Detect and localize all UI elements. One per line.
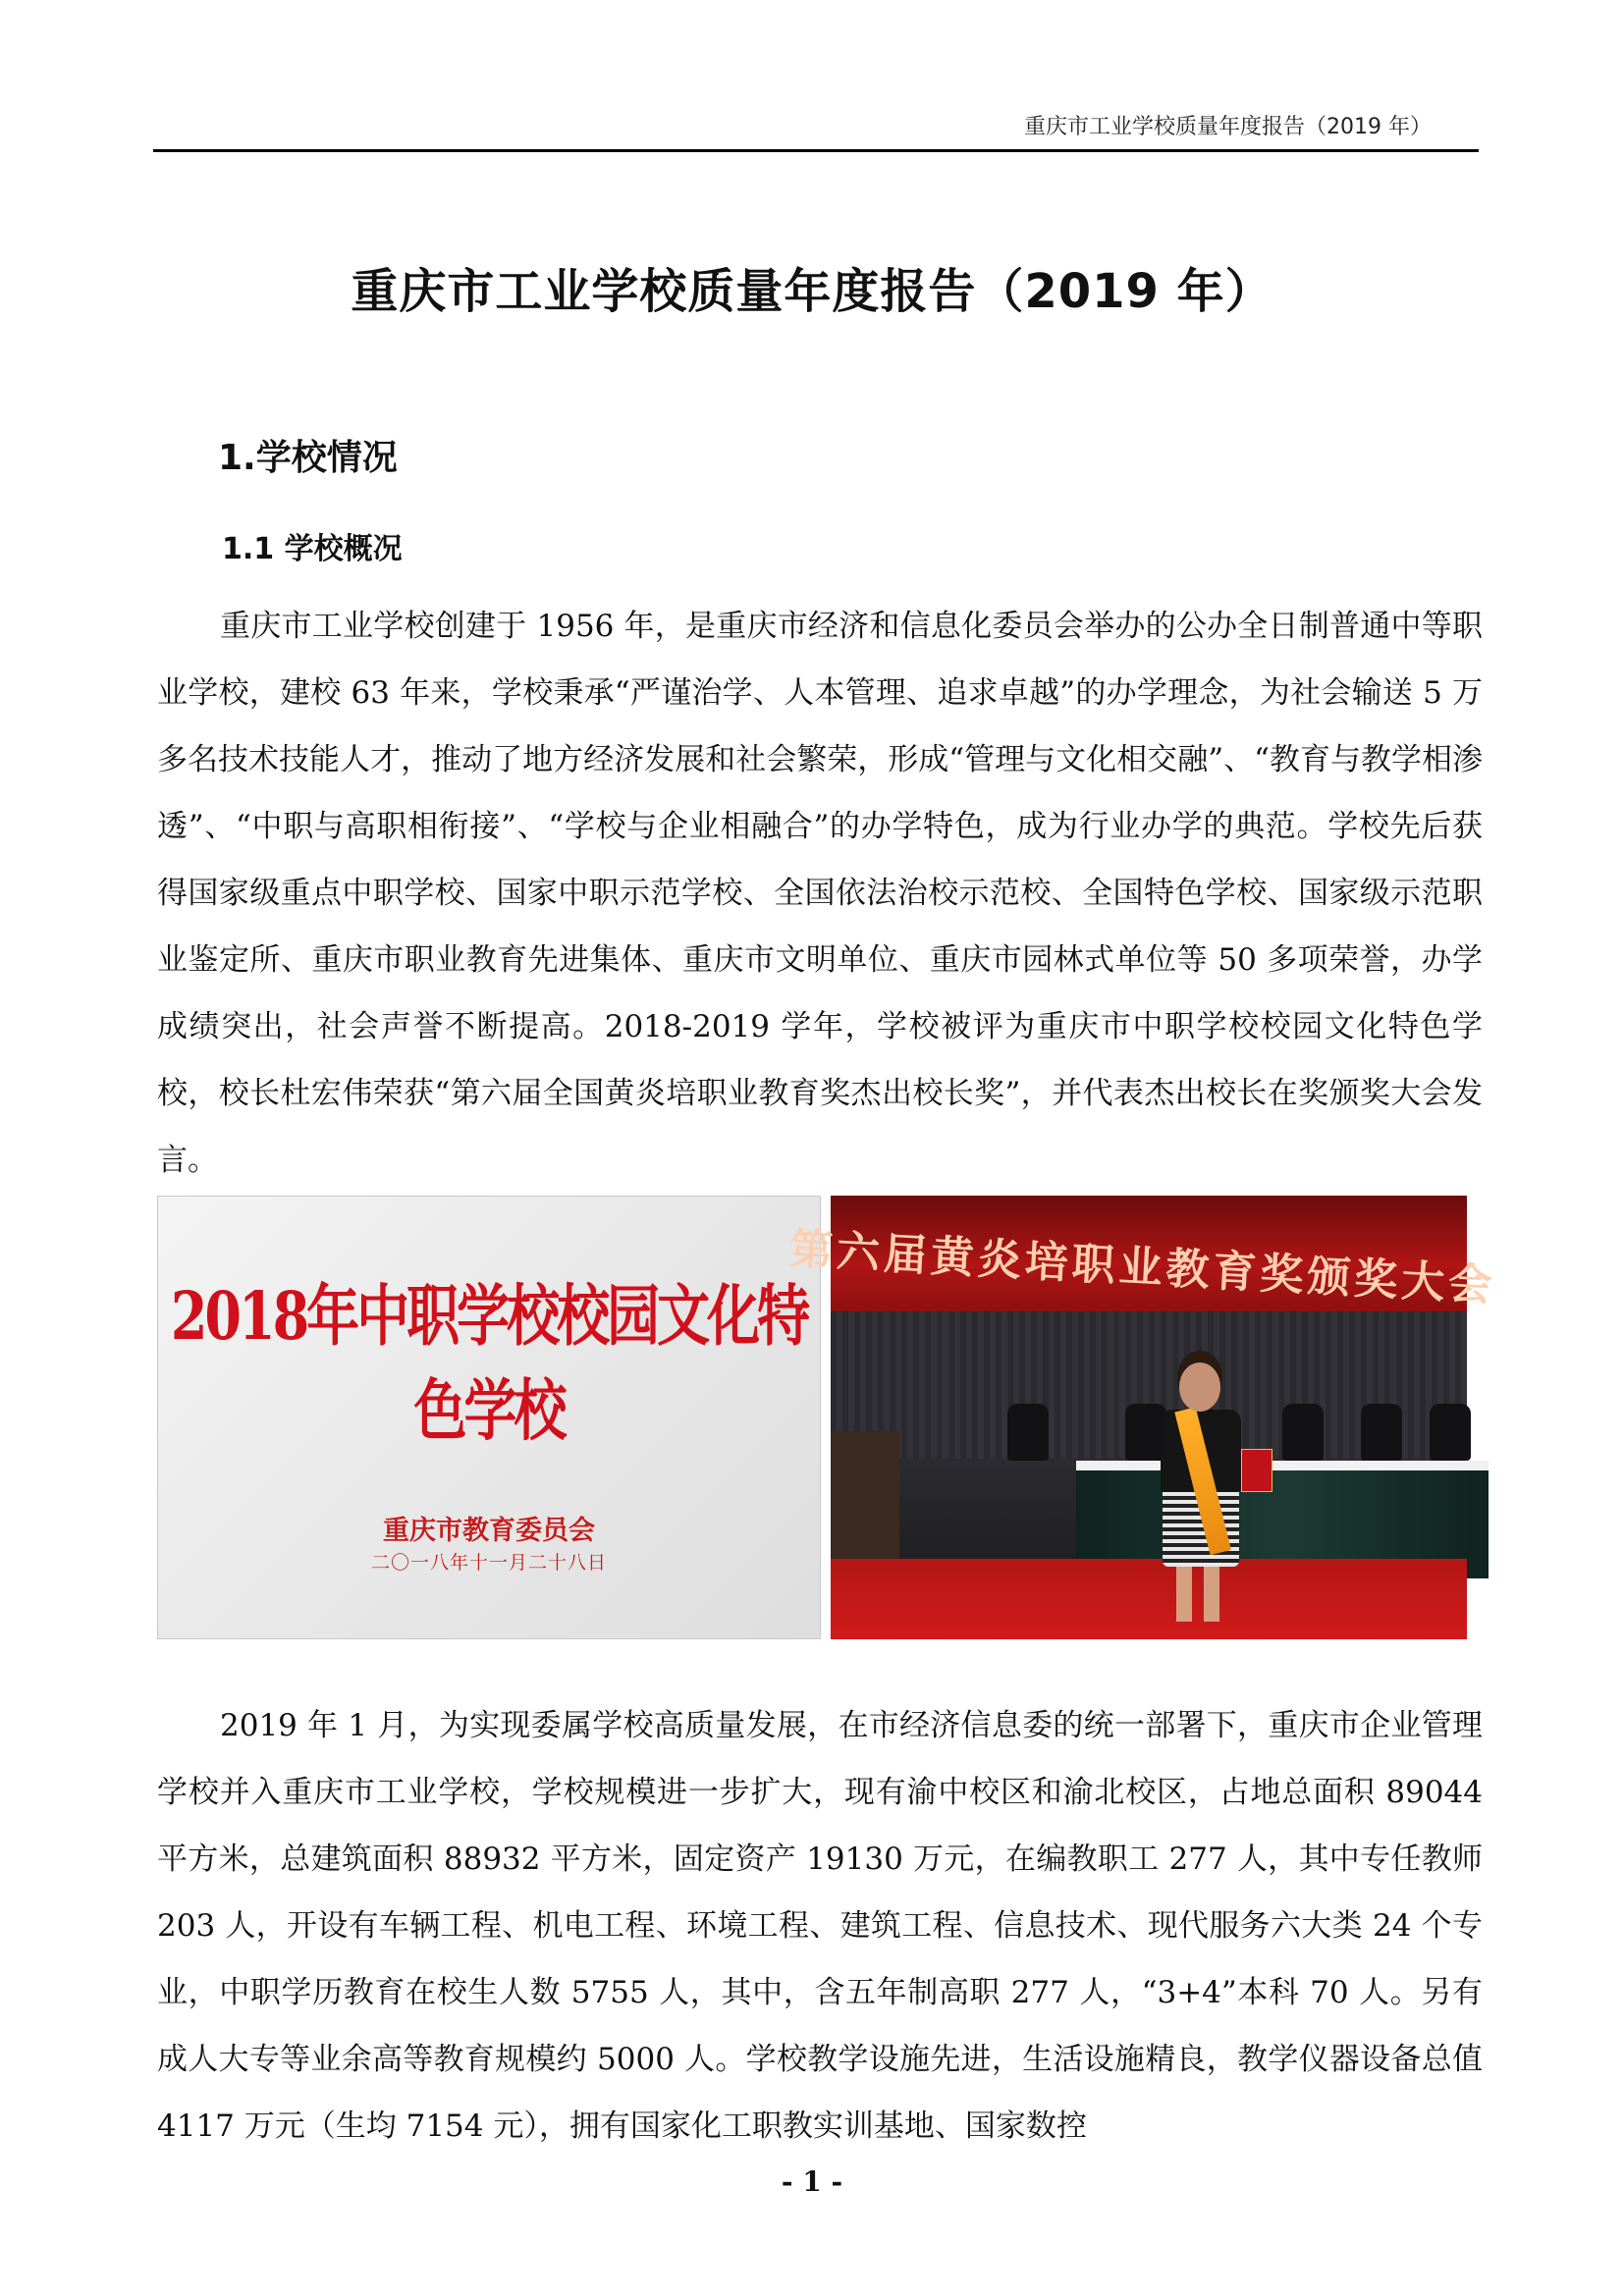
certificate-title: 2018年中职学校校园文化特色学校 — [170, 1276, 808, 1450]
running-header: 重庆市工业学校质量年度报告（2019 年） — [1024, 115, 1432, 139]
paragraph-school-scale: 2019 年 1 月，为实现委属学校高质量发展，在市经济信息委的统一部署下，重庆市企业管理学校并入重庆市工业学校，学校规模进一步扩大，现有渝中校区和渝北校区，占地总面积 89044 平方米，总建筑面积 88932 平方米，固定资产 19130 万元，在编教职工 277 人，其中专任教师 203 人，开设有车辆工程、机电工程、环境工程、建筑工程、信息技术、现代服务六大类 24 个专业，中职学历教育在校生人数 5755 人，其中，含五年制高职 277 人，“3+4”本科 70 人。另有成人大专等业余高等教育规模约 5000 人。学校教学设施先进，生活设施精良，教学仪器设备总值 4117 万元（生均 7154 元），拥有国家化工职教实训基地、国家数控 — [157, 1708, 1483, 2144]
person-head — [1179, 1362, 1220, 1412]
person-legs — [1176, 1565, 1219, 1622]
award-ceremony-photo — [787, 1196, 1497, 1639]
certificate-photo — [157, 1196, 821, 1639]
header-rule — [153, 149, 1479, 152]
document-title: 重庆市工业学校质量年度报告（2019 年） — [351, 264, 1273, 319]
page-number: - 1 - — [781, 2165, 843, 2198]
stage-table-top — [1076, 1461, 1489, 1470]
podium — [831, 1431, 899, 1578]
red-carpet — [831, 1559, 1467, 1639]
certificate-issuer: 重庆市教育委员会 — [383, 1516, 595, 1546]
chair — [1282, 1404, 1324, 1461]
ceremony-banner-text: 第六届黄炎培职业教育奖颁奖大会 — [787, 1223, 1497, 1311]
section-heading-school-situation: 1.学校情况 — [218, 438, 398, 478]
chair — [1007, 1404, 1049, 1461]
award-certificate-box — [1241, 1449, 1272, 1492]
chair — [1430, 1404, 1471, 1461]
paragraph-school-overview: 重庆市工业学校创建于 1956 年，是重庆市经济和信息化委员会举办的公办全日制普通中等职业学校，建校 63 年来，学校秉承“严谨治学、人本管理、追求卓越”的办学理念，为社会输送 5 万多名技术技能人才，推动了地方经济发展和社会繁荣，形成“管理与文化相交融”、“教育与教学相渗透”、“中职与高职相衔接”、“学校与企业相融合”的办学特色，成为行业办学的典范。学校先后获得国家级重点中职学校、国家中职示范学校、全国依法治校示范校、全国特色学校、国家级示范职业鉴定所、重庆市职业教育先进集体、重庆市文明单位、重庆市园林式单位等 50 多项荣誉，办学成绩突出，社会声誉不断提高。2018-2019 学年，学校被评为重庆市中职学校校园文化特色学校，校长杜宏伟荣获“第六届全国黄炎培职业教育奖杰出校长奖”，并代表杰出校长在奖颁奖大会发言。 — [157, 609, 1483, 1178]
ceremony-banner — [787, 1196, 1497, 1311]
subsection-heading-school-overview: 1.1 学校概况 — [222, 532, 403, 566]
certificate-date: 二〇一八年十一月二十八日 — [370, 1552, 607, 1574]
chair — [1361, 1404, 1402, 1461]
